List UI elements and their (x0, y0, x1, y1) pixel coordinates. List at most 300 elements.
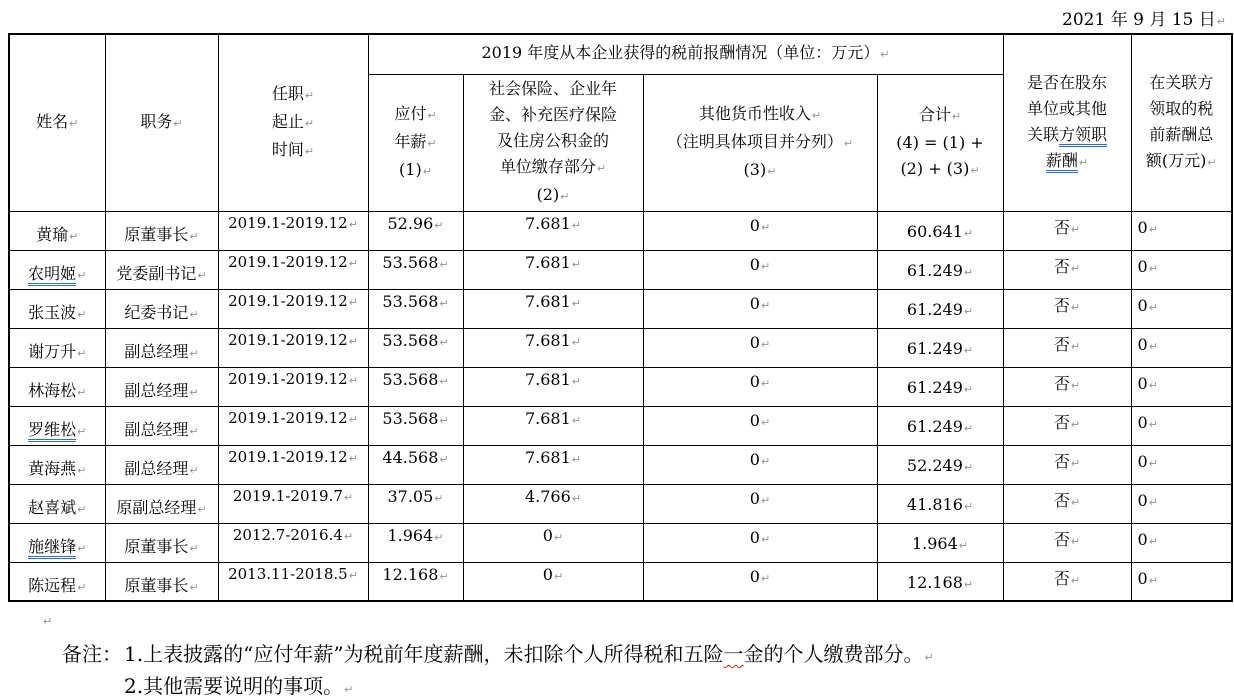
cell-value: 0 (749, 488, 760, 508)
paragraph-mark-icon: ↵ (1070, 261, 1081, 275)
cell-value: 2019.1-2019.12 (228, 291, 348, 310)
cell-value: 2019.1-2019.7 (232, 486, 343, 505)
text-segment: 金的个人缴费部分。 (743, 642, 924, 666)
cell-value: 0 (1137, 295, 1148, 315)
paragraph-mark-icon: ↵ (760, 259, 771, 273)
cell-other (643, 523, 877, 562)
cell-value: 否 (1053, 451, 1070, 471)
cell-value: 否 (1053, 568, 1070, 588)
col-header-related (1003, 34, 1131, 211)
cell-other (643, 406, 877, 445)
note-item (124, 640, 934, 672)
paragraph-mark-icon: ↵ (880, 48, 890, 62)
paragraph-mark-icon: ↵ (77, 502, 87, 516)
text-segment: 关联 (1026, 124, 1059, 144)
paragraph-mark-icon: ↵ (189, 580, 199, 594)
paragraph-mark-icon: ↵ (348, 217, 358, 231)
paragraph-mark-icon: ↵ (69, 116, 79, 130)
paragraph-mark-icon: ↵ (434, 491, 444, 505)
table-row (9, 562, 1232, 601)
cell-value: 0 (542, 564, 553, 584)
cell-related (1003, 328, 1131, 367)
cell-other (643, 328, 877, 367)
cell-value: 否 (1053, 295, 1070, 315)
header-line (219, 81, 368, 109)
cell-salary (368, 211, 463, 250)
cell-value: 2019.1-2019.12 (228, 252, 348, 271)
cell-related (1003, 211, 1131, 250)
text-segment: 姓名 (36, 111, 69, 131)
text-segment: 额(万元) (1145, 150, 1207, 170)
cell-total (877, 211, 1003, 250)
cell-salary (368, 523, 463, 562)
paragraph-mark-icon: ↵ (348, 568, 358, 582)
paragraph-mark-icon: ↵ (189, 424, 199, 438)
cell-value: 0 (1137, 490, 1148, 510)
cell-insurance (463, 406, 643, 445)
person-name: 赵喜斌 (28, 497, 77, 517)
text-segment: 其他货币性收入 (698, 103, 811, 123)
cell-value: 0 (749, 254, 760, 274)
paragraph-mark-icon: ↵ (434, 218, 444, 232)
cell-position (105, 328, 218, 367)
cell-term (218, 211, 368, 250)
header-line (464, 76, 643, 102)
table-row (9, 250, 1232, 289)
cell-salary (368, 289, 463, 328)
paragraph-mark-icon: ↵ (553, 569, 564, 583)
header-line (1004, 148, 1131, 176)
col-header-salary (368, 74, 463, 211)
table-row (9, 406, 1232, 445)
text-segment: 职务 (140, 111, 173, 131)
table-row (9, 289, 1232, 328)
paragraph-mark-icon: ↵ (553, 530, 564, 544)
cell-value: 0 (749, 449, 760, 469)
header-line (106, 109, 218, 137)
cell-salary (368, 250, 463, 289)
cell-related_amount (1131, 523, 1232, 562)
text-segment: （注明具体项目并分列） (666, 131, 843, 151)
text-segment: 及住房公积金的 (496, 130, 609, 150)
cell-value: 党委副书记 (116, 263, 197, 283)
cell-value: 0 (1137, 256, 1148, 276)
paragraph-mark-icon: ↵ (348, 295, 358, 309)
cell-salary (368, 484, 463, 523)
paragraph-mark-icon: ↵ (760, 493, 771, 507)
cell-other (643, 562, 877, 601)
paragraph-mark-icon: ↵ (173, 116, 183, 130)
header-line (1004, 70, 1131, 96)
cell-value: 副总经理 (124, 419, 189, 439)
cell-value: 7.681 (524, 369, 571, 389)
cell-value: 0 (749, 215, 760, 235)
notes-block (62, 640, 934, 698)
cell-total (877, 367, 1003, 406)
paragraph-mark-icon: ↵ (434, 530, 444, 544)
text-segment: 金、补充医疗保险 (488, 104, 617, 124)
paragraph-mark-icon: ↵ (439, 335, 449, 349)
cell-value: 1.964 (387, 525, 434, 545)
cell-term (218, 328, 368, 367)
paragraph-mark-icon: ↵ (189, 229, 199, 243)
paragraph-mark-icon: ↵ (1148, 534, 1158, 548)
cell-value: 否 (1053, 412, 1070, 432)
header-line (1004, 122, 1131, 148)
paragraph-mark-icon: ↵ (427, 136, 437, 150)
person-name: 谢万升 (28, 341, 77, 361)
paragraph-mark-icon: ↵ (760, 298, 771, 312)
paragraph-mark-icon: ↵ (571, 452, 582, 466)
cell-value: 37.05 (387, 486, 434, 506)
cell-value: 2019.1-2019.12 (228, 408, 348, 427)
text-segment: 年薪 (394, 131, 427, 151)
paragraph-mark-icon: ↵ (439, 374, 449, 388)
person-name: 黄海燕 (28, 458, 77, 478)
paragraph-mark-icon: ↵ (77, 424, 87, 438)
paragraph-mark-icon: ↵ (811, 108, 822, 122)
cell-position (105, 523, 218, 562)
paragraph-mark-icon: ↵ (77, 346, 87, 360)
cell-name (9, 250, 105, 289)
paragraph-mark-icon: ↵ (767, 164, 777, 178)
cell-value: 7.681 (524, 330, 571, 350)
cell-value: 41.816 (906, 494, 963, 514)
cell-related_amount (1131, 328, 1232, 367)
paragraph-mark-icon: ↵ (1207, 155, 1217, 169)
text-segment: 前薪酬总 (1149, 124, 1214, 144)
paragraph-mark-icon: ↵ (1078, 155, 1089, 169)
cell-term (218, 250, 368, 289)
paragraph-mark-icon: ↵ (189, 541, 199, 555)
table-row (9, 211, 1232, 250)
cell-total (877, 484, 1003, 523)
text-segment: 上表披露的“应付年薪”为税前年度薪酬，未扣除个人所得税和五险 (143, 642, 724, 666)
cell-value: 44.568 (382, 447, 439, 467)
cell-name (9, 328, 105, 367)
cell-total (877, 523, 1003, 562)
cell-salary (368, 367, 463, 406)
header-line (1132, 122, 1232, 148)
cell-value: 2019.1-2019.12 (228, 213, 348, 232)
paragraph-mark-icon: ↵ (760, 337, 771, 351)
paragraph-mark-icon: ↵ (1148, 495, 1158, 509)
paragraph-mark-icon: ↵ (560, 189, 570, 203)
paragraph-mark-icon: ↵ (197, 502, 207, 516)
paragraph-mark-icon: ↵ (1148, 222, 1158, 236)
text-segment: 起止 (271, 111, 304, 131)
cell-position (105, 211, 218, 250)
header-line (878, 156, 1003, 184)
cell-name (9, 289, 105, 328)
cell-salary (368, 445, 463, 484)
cell-value: 原董事长 (124, 575, 189, 595)
cell-value: 12.168 (382, 564, 439, 584)
cell-value: 4.766 (524, 486, 571, 506)
paragraph-mark-icon: ↵ (1148, 261, 1158, 275)
header-line (1132, 96, 1232, 122)
header-line (644, 129, 877, 157)
paragraph-mark-icon: ↵ (439, 296, 449, 310)
cell-value: 0 (749, 293, 760, 313)
paragraph-mark-icon: ↵ (571, 335, 582, 349)
cell-position (105, 445, 218, 484)
paragraph-mark-icon: ↵ (348, 412, 358, 426)
col-header-name (9, 34, 105, 211)
cell-other (643, 250, 877, 289)
paragraph-mark-icon: ↵ (760, 532, 771, 546)
cell-total (877, 445, 1003, 484)
cell-value: 0 (1137, 334, 1148, 354)
cell-value: 52.249 (906, 455, 963, 475)
paragraph-mark-icon: ↵ (69, 229, 79, 243)
empty-paragraph (42, 610, 52, 629)
paragraph-mark-icon: ↵ (1216, 15, 1226, 28)
paragraph-mark-icon: ↵ (189, 463, 199, 477)
paragraph-mark-icon: ↵ (843, 136, 854, 150)
cell-other (643, 367, 877, 406)
header-line (369, 129, 463, 157)
header-line (219, 109, 368, 137)
compensation-table (8, 33, 1233, 602)
cell-value: 0 (542, 525, 553, 545)
cell-insurance (463, 523, 643, 562)
cell-value: 0 (749, 527, 760, 547)
cell-salary (368, 328, 463, 367)
cell-value: 7.681 (524, 291, 571, 311)
text-segment: 合计 (918, 104, 951, 124)
paragraph-mark-icon: ↵ (1070, 222, 1081, 236)
paragraph-mark-icon: ↵ (1070, 534, 1081, 548)
cell-name (9, 523, 105, 562)
paragraph-mark-icon: ↵ (77, 307, 87, 321)
text-segment: 在关联方 (1149, 72, 1214, 92)
header-row-top (9, 34, 1232, 74)
cell-related_amount (1131, 562, 1232, 601)
table-row (9, 484, 1232, 523)
cell-related_amount (1131, 211, 1232, 250)
cell-value: 1.964 (911, 533, 958, 553)
text-segment: 任职 (271, 83, 304, 103)
paragraph-mark-icon: ↵ (571, 374, 582, 388)
person-name: 罗维松 (28, 420, 76, 442)
cell-value: 否 (1053, 256, 1070, 276)
header-line (644, 101, 877, 129)
cell-value: 61.249 (906, 377, 963, 397)
paragraph-mark-icon: ↵ (963, 343, 974, 357)
cell-insurance (463, 367, 643, 406)
paragraph-mark-icon: ↵ (1070, 456, 1081, 470)
paragraph-mark-icon: ↵ (1148, 378, 1158, 392)
person-name: 农明姬 (28, 264, 76, 286)
header-line (219, 137, 368, 165)
cell-name (9, 406, 105, 445)
header-line (644, 157, 877, 185)
text-segment: 领取的税 (1149, 98, 1214, 118)
paragraph-mark-icon: ↵ (427, 108, 437, 122)
cell-value: 0 (1137, 217, 1148, 237)
header-line (1132, 148, 1232, 176)
paragraph-mark-icon: ↵ (1070, 573, 1081, 587)
group-header-text: 2019 年度从本企业获得的税前报酬情况（单位：万元） (481, 43, 880, 63)
header-line (878, 102, 1003, 130)
paragraph-mark-icon: ↵ (596, 161, 607, 175)
paragraph-mark-icon: ↵ (1148, 573, 1158, 587)
paragraph-mark-icon: ↵ (571, 296, 582, 310)
paragraph-mark-icon: ↵ (77, 268, 87, 282)
cell-value: 53.568 (382, 369, 439, 389)
cell-related (1003, 289, 1131, 328)
paragraph-mark-icon: ↵ (439, 413, 449, 427)
cell-value: 0 (749, 566, 760, 586)
cell-value: 7.681 (524, 447, 571, 467)
cell-value: 副总经理 (124, 380, 189, 400)
cell-related (1003, 562, 1131, 601)
paragraph-mark-icon: ↵ (760, 415, 771, 429)
paragraph-mark-icon: ↵ (924, 651, 934, 664)
table-row (9, 367, 1232, 406)
paragraph-mark-icon: ↵ (963, 226, 974, 240)
paragraph-mark-icon: ↵ (760, 220, 771, 234)
spellcheck-underlined-text: 一 (723, 642, 744, 666)
cell-name (9, 562, 105, 601)
text-segment: 是否在股东 (1026, 72, 1107, 92)
col-header-position (105, 34, 218, 211)
cell-value: 12.168 (906, 572, 963, 592)
cell-other (643, 445, 877, 484)
cell-related_amount (1131, 250, 1232, 289)
paragraph-mark-icon: ↵ (1148, 417, 1158, 431)
col-header-term (218, 34, 368, 211)
cell-related (1003, 250, 1131, 289)
paragraph-mark-icon: ↵ (439, 257, 449, 271)
cell-value: 61.249 (906, 338, 963, 358)
cell-position (105, 367, 218, 406)
paragraph-mark-icon: ↵ (439, 569, 449, 583)
notes-label: 备注： (62, 642, 122, 666)
paragraph-mark-icon: ↵ (970, 163, 980, 177)
cell-value: 否 (1053, 529, 1070, 549)
cell-value: 否 (1053, 490, 1070, 510)
text-segment: 社会保险、企业年 (488, 78, 617, 98)
cell-position (105, 289, 218, 328)
paragraph-mark-icon: ↵ (348, 451, 358, 465)
cell-term (218, 484, 368, 523)
paragraph-mark-icon: ↵ (439, 452, 449, 466)
cell-value: 原副总经理 (116, 497, 197, 517)
paragraph-mark-icon: ↵ (77, 580, 87, 594)
header-line (878, 130, 1003, 156)
col-header-total (877, 74, 1003, 211)
header-line (10, 109, 105, 137)
cell-related (1003, 445, 1131, 484)
cell-value: 61.249 (906, 260, 963, 280)
cell-value: 0 (1137, 568, 1148, 588)
cell-value: 原董事长 (124, 536, 189, 556)
paragraph-mark-icon: ↵ (304, 116, 315, 130)
grammar-underlined-text: 方领职 (1059, 125, 1107, 147)
cell-value: 0 (1137, 529, 1148, 549)
paragraph-mark-icon: ↵ (422, 164, 432, 178)
paragraph-mark-icon: ↵ (189, 385, 199, 399)
text-segment: (1) (399, 159, 422, 179)
header-line (464, 102, 643, 128)
cell-value: 副总经理 (124, 341, 189, 361)
col-header-insurance (463, 74, 643, 211)
cell-value: 52.96 (387, 213, 434, 233)
cell-name (9, 445, 105, 484)
group-header (368, 34, 1003, 74)
cell-insurance (463, 562, 643, 601)
paragraph-mark-icon: ↵ (348, 334, 358, 348)
paragraph-mark-icon: ↵ (304, 88, 315, 102)
cell-value: 否 (1053, 334, 1070, 354)
paragraph-mark-icon: ↵ (571, 491, 582, 505)
paragraph-mark-icon: ↵ (1148, 456, 1158, 470)
paragraph-mark-icon: ↵ (963, 382, 974, 396)
text-segment: 单位或其他 (1026, 98, 1107, 118)
text-segment: 其他需要说明的事项。 (143, 674, 344, 698)
paragraph-mark-icon: ↵ (77, 541, 87, 555)
cell-related (1003, 484, 1131, 523)
cell-value: 0 (1137, 451, 1148, 471)
cell-name (9, 211, 105, 250)
paragraph-mark-icon: ↵ (77, 385, 87, 399)
cell-related_amount (1131, 445, 1232, 484)
cell-value: 53.568 (382, 330, 439, 350)
cell-related (1003, 367, 1131, 406)
cell-value: 2019.1-2019.12 (228, 447, 348, 466)
cell-insurance (463, 445, 643, 484)
text-segment: (3) (743, 159, 767, 179)
cell-value: 0 (1137, 412, 1148, 432)
cell-insurance (463, 289, 643, 328)
paragraph-mark-icon: ↵ (1070, 378, 1081, 392)
cell-value: 副总经理 (124, 458, 189, 478)
cell-value: 原董事长 (124, 224, 189, 244)
header-line (1004, 96, 1131, 122)
cell-related_amount (1131, 367, 1232, 406)
paragraph-mark-icon: ↵ (760, 454, 771, 468)
cell-total (877, 250, 1003, 289)
cell-total (877, 328, 1003, 367)
cell-name (9, 484, 105, 523)
col-header-related_amount (1131, 34, 1232, 211)
paragraph-mark-icon: ↵ (343, 490, 354, 504)
cell-value: 0 (749, 410, 760, 430)
person-name: 陈远程 (28, 575, 77, 595)
person-name: 林海松 (28, 380, 77, 400)
note-number: 1. (124, 642, 144, 666)
paragraph-mark-icon: ↵ (189, 346, 199, 360)
cell-term (218, 562, 368, 601)
paragraph-mark-icon: ↵ (348, 256, 358, 270)
cell-value: 否 (1053, 217, 1070, 237)
notes-items (124, 640, 934, 698)
text-segment: (4) = (1) + (896, 132, 984, 152)
cell-value: 纪委书记 (124, 302, 189, 322)
cell-value: 2019.1-2019.12 (228, 330, 348, 349)
cell-total (877, 406, 1003, 445)
paragraph-mark-icon: ↵ (189, 307, 199, 321)
cell-value: 2012.7-2016.4 (232, 525, 343, 544)
cell-related_amount (1131, 406, 1232, 445)
table-row (9, 445, 1232, 484)
col-header-other (643, 74, 877, 211)
date-text: 2021 年 9 月 15 日 (1062, 10, 1216, 30)
cell-position (105, 562, 218, 601)
header-line (1132, 70, 1232, 96)
